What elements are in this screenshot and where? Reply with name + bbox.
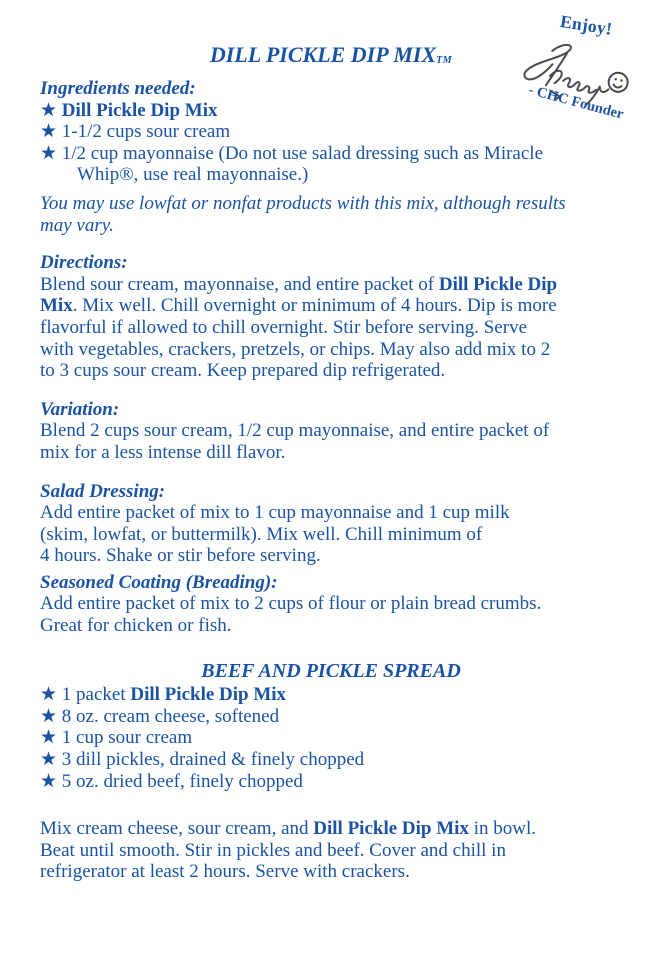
trademark-symbol: TM <box>436 55 453 66</box>
smiley-smile <box>613 84 621 88</box>
text-line: Add entire packet of mix to 2 cups of flour or plain bread crumbs. <box>40 593 542 615</box>
page-title-text: DILL PICKLE DIP MIX <box>209 42 437 67</box>
seasoned-coating-text <box>40 593 622 636</box>
text-line: ★ 5 oz. dried beef, finely chopped <box>40 770 303 792</box>
text-line: ★ 1/2 cup mayonnaise (Do not use salad dressing such as Miracle <box>40 142 543 164</box>
beef-spread-ingredients <box>40 684 622 792</box>
enjoy-caption: Enjoy! <box>558 11 614 39</box>
salad-dressing-heading: Salad Dressing: <box>40 480 166 502</box>
text-line: You may use lowfat or nonfat products with this mix, although results <box>40 192 566 214</box>
text-line: ★ 8 oz. cream cheese, softened <box>40 705 280 727</box>
founder-signature-block <box>500 0 657 130</box>
text-line: flavorful if allowed to chill overnight. Stir before serving. Serve <box>40 316 528 338</box>
text-line: (skim, lowfat, or buttermilk). Mix well. Chill minimum of <box>40 523 483 545</box>
text-line: Blend sour cream, mayonnaise, and entire packet of Dill Pickle Dip <box>40 273 558 295</box>
founder-caption: - CHC Founder <box>526 82 626 123</box>
text-line: may vary. <box>40 214 114 236</box>
text-line: ★ 3 dill pickles, drained & finely chopped <box>40 749 365 771</box>
seasoned-coating-section <box>40 572 622 637</box>
text-line: ★ 1 cup sour cream <box>40 727 193 749</box>
salad-dressing-section <box>40 481 622 567</box>
text-line: Mix cream cheese, sour cream, and Dill Pickle Dip Mix in bowl. <box>40 818 536 840</box>
variation-heading: Variation: <box>40 398 120 420</box>
smiley-icon <box>607 71 630 94</box>
smiley-eye <box>620 79 623 82</box>
text-line: Mix. Mix well. Chill overnight or minimum of 4 hours. Dip is more <box>40 295 557 317</box>
variation-section <box>40 399 622 464</box>
beef-spread-instructions <box>40 818 622 883</box>
directions-text <box>40 274 622 382</box>
smiley-eye <box>614 78 617 81</box>
text-line: Whip®, use real mayonnaise.) <box>77 164 309 186</box>
text-line: mix for a less intense dill flavor. <box>40 441 286 463</box>
text-line: Add entire packet of mix to 1 cup mayonnaise and 1 cup milk <box>40 502 510 524</box>
directions-section <box>40 252 622 382</box>
text-line: Great for chicken or fish. <box>40 615 232 637</box>
beef-spread-title: BEEF AND PICKLE SPREAD <box>201 659 461 682</box>
variation-text <box>40 420 622 463</box>
text-line: Blend 2 cups sour cream, 1/2 cup mayonnaise, and entire packet of <box>40 420 550 442</box>
directions-heading: Directions: <box>40 252 128 274</box>
ingredients-heading: Ingredients needed: <box>40 78 196 99</box>
text-line: to 3 cups sour cream. Keep prepared dip refrigerated. <box>40 360 446 382</box>
text-line: 4 hours. Shake or stir before serving. <box>40 545 321 567</box>
text-line: Beat until smooth. Stir in pickles and beef. Cover and chill in <box>40 839 506 861</box>
text-line: refrigerator at least 2 hours. Serve with crackers. <box>40 861 410 883</box>
text-line: ★ 1-1/2 cups sour cream <box>40 121 231 143</box>
text-line: ★ Dill Pickle Dip Mix <box>40 99 218 121</box>
lowfat-note <box>40 193 622 236</box>
text-line: ★ 1 packet Dill Pickle Dip Mix <box>40 684 287 706</box>
salad-dressing-text <box>40 502 622 567</box>
text-line: with vegetables, crackers, pretzels, or chips. May also add mix to 2 <box>40 338 551 360</box>
seasoned-coating-heading: Seasoned Coating (Breading): <box>40 571 278 593</box>
lowfat-note-text <box>40 193 622 236</box>
